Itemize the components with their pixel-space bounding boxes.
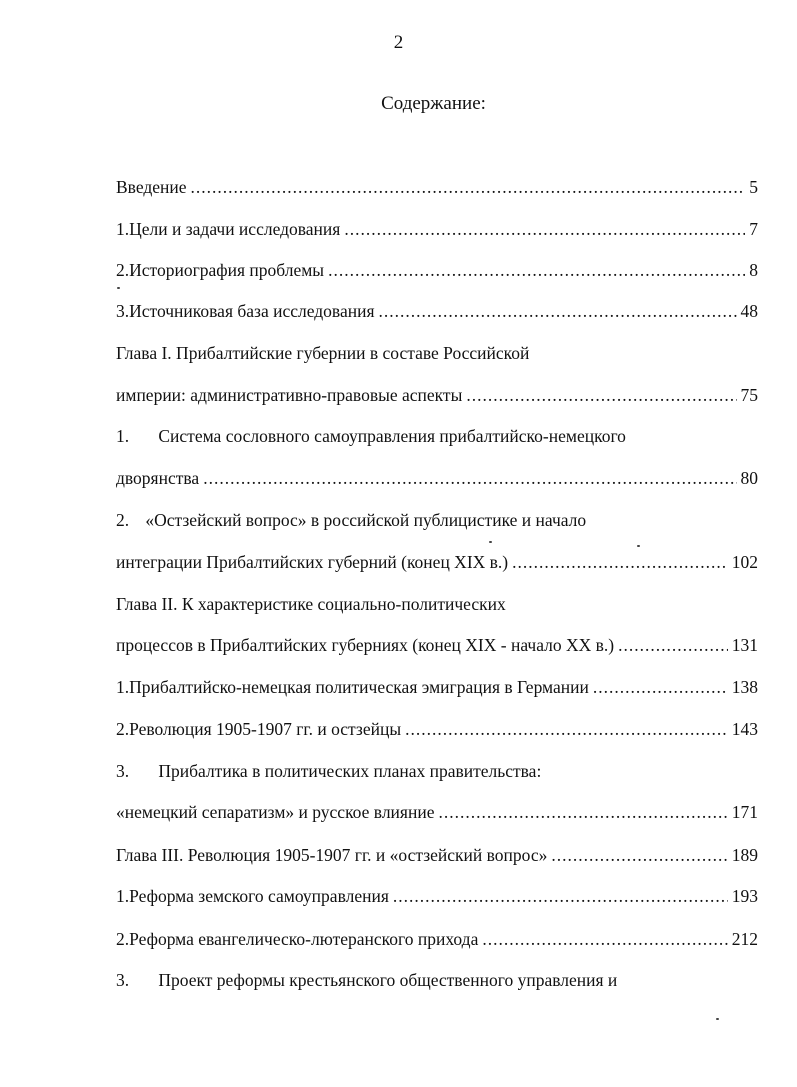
toc-entry-text-continued: процессов в Прибалтийских губерниях (конец XIX - начало XX в.) bbox=[116, 635, 615, 655]
toc-entry-text: Глава I. Прибалтийские губернии в составе Российской bbox=[116, 343, 530, 363]
toc-entry-text: Реформа земского самоуправления bbox=[129, 886, 389, 906]
toc-entry-text: Прибалтийско-немецкая политическая эмиграция в Германии bbox=[129, 677, 589, 697]
toc-chapter-heading bbox=[116, 843, 758, 867]
toc-entry bbox=[116, 258, 758, 282]
toc-entry-text: «Остзейский вопрос» в российской публицистике и начало bbox=[145, 510, 587, 530]
toc-entry bbox=[116, 299, 758, 323]
toc-entry-page: 7 bbox=[749, 219, 758, 239]
leader-dots bbox=[551, 843, 727, 867]
toc-entry-number: 2. bbox=[116, 929, 130, 949]
toc-entry-text: Проект реформы крестьянского общественного управления и bbox=[158, 970, 618, 990]
leader-dots bbox=[393, 884, 728, 908]
toc-entry-page: 80 bbox=[740, 468, 758, 488]
scan-speck bbox=[637, 545, 640, 547]
toc-entry-number: 1. bbox=[116, 677, 130, 697]
toc-entry-number: 1. bbox=[116, 426, 130, 446]
toc-chapter-heading bbox=[116, 341, 758, 365]
toc-entry-text: Глава III. Революция 1905-1907 гг. и «остзейский вопрос» bbox=[116, 845, 548, 865]
toc-entry-text-continued: «немецкий сепаратизм» и русское влияние bbox=[116, 802, 435, 822]
toc-entry bbox=[116, 675, 758, 699]
scan-speck bbox=[716, 1018, 719, 1020]
leader-dots bbox=[328, 258, 745, 282]
toc-entry-page: 189 bbox=[731, 845, 758, 865]
leader-dots bbox=[344, 217, 745, 241]
toc-entry-page: 102 bbox=[731, 552, 758, 572]
toc-entry bbox=[116, 633, 758, 657]
leader-dots bbox=[593, 675, 728, 699]
leader-dots bbox=[405, 717, 728, 741]
leader-dots bbox=[379, 299, 737, 323]
toc-entry-number: 3. bbox=[116, 761, 130, 781]
toc-entry-text: Прибалтика в политических планах правительства: bbox=[158, 761, 542, 781]
toc-entry-page: 5 bbox=[749, 177, 758, 197]
leader-dots bbox=[191, 175, 746, 199]
leader-dots bbox=[618, 633, 728, 657]
toc-entry-page: 75 bbox=[740, 385, 758, 405]
toc-entry bbox=[116, 466, 758, 490]
toc-entry bbox=[116, 927, 758, 951]
toc-entry-text-continued: дворянства bbox=[116, 468, 200, 488]
toc-entry-page: 143 bbox=[731, 719, 758, 739]
leader-dots bbox=[512, 550, 728, 574]
toc-entry-number: 1. bbox=[116, 886, 130, 906]
toc-entry-number: 2. bbox=[116, 510, 130, 530]
toc-entry-number: 1. bbox=[116, 219, 130, 239]
toc-entry bbox=[116, 884, 758, 908]
toc-entry-text: Введение bbox=[116, 177, 187, 197]
toc-entry-text: Цели и задачи исследования bbox=[129, 219, 341, 239]
toc-entry bbox=[116, 217, 758, 241]
toc-entry-text: Реформа евангелическо-лютеранского прихода bbox=[129, 929, 479, 949]
toc-entry bbox=[116, 968, 758, 992]
toc-entry-page: 212 bbox=[731, 929, 758, 949]
toc-entry bbox=[116, 424, 758, 448]
toc-entry-page: 138 bbox=[731, 677, 758, 697]
toc-entry-text: Революция 1905-1907 гг. и остзейцы bbox=[129, 719, 402, 739]
toc-entry-text: Историография проблемы bbox=[129, 260, 325, 280]
toc-entry-number: 3. bbox=[116, 301, 130, 321]
leader-dots bbox=[438, 800, 727, 824]
toc-entry bbox=[116, 508, 758, 532]
toc-entry-page: 131 bbox=[731, 635, 758, 655]
toc-entry bbox=[116, 383, 758, 407]
toc-title: Содержание: bbox=[381, 93, 486, 114]
toc-entry-text: Система сословного самоуправления прибалтийско-немецкого bbox=[158, 426, 626, 446]
toc-entry bbox=[116, 717, 758, 741]
toc-entry-text-continued: империи: административно-правовые аспекты bbox=[116, 385, 463, 405]
toc-entry bbox=[116, 550, 758, 574]
toc-entry-number: 2. bbox=[116, 260, 130, 280]
toc-entry-number: 2. bbox=[116, 719, 130, 739]
toc-chapter-heading bbox=[116, 592, 758, 616]
toc-entry-introduction bbox=[116, 175, 758, 199]
page-number: 2 bbox=[393, 32, 404, 53]
toc-entry-page: 193 bbox=[731, 886, 758, 906]
leader-dots bbox=[466, 383, 736, 407]
leader-dots bbox=[203, 466, 736, 490]
toc-entry-page: 8 bbox=[749, 260, 758, 280]
leader-dots bbox=[482, 927, 727, 951]
toc-entry-page: 48 bbox=[740, 301, 758, 321]
toc-entry bbox=[116, 800, 758, 824]
toc-entry-text: Глава II. К характеристике социально-политических bbox=[116, 594, 506, 614]
toc-entry-text-continued: интеграции Прибалтийских губерний (конец XIX в.) bbox=[116, 552, 509, 572]
toc-entry-page: 171 bbox=[731, 802, 758, 822]
toc-entry-text: Источниковая база исследования bbox=[129, 301, 375, 321]
scan-speck bbox=[117, 287, 120, 289]
toc-entry bbox=[116, 759, 758, 783]
toc-entry-number: 3. bbox=[116, 970, 130, 990]
scan-speck bbox=[489, 541, 492, 543]
